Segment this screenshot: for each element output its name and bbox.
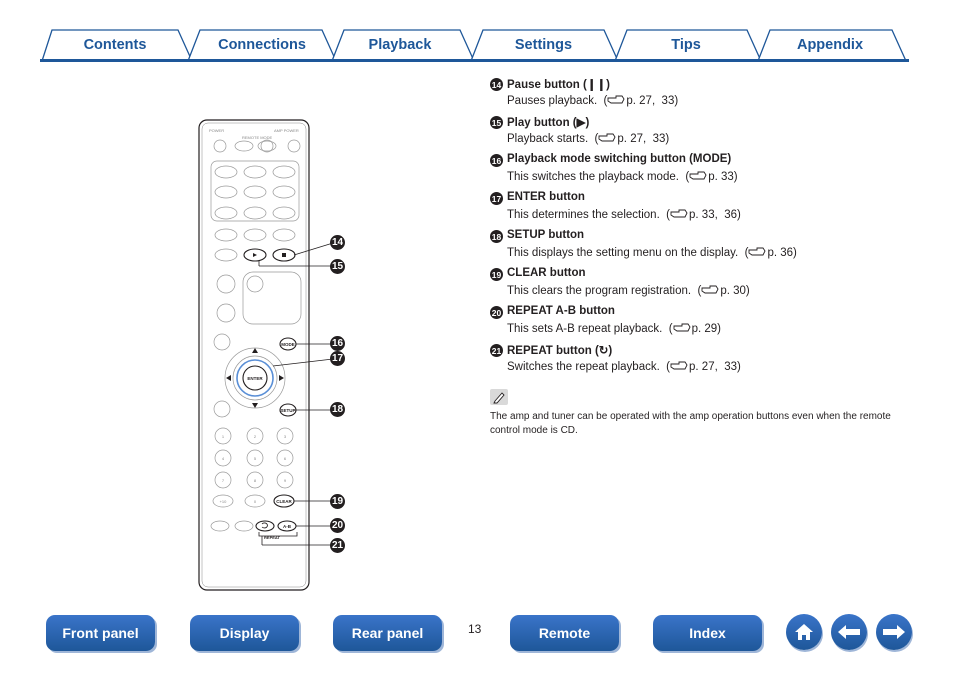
page-link[interactable]: p. 33 (689, 209, 715, 221)
tab-contents[interactable]: Contents (83, 36, 147, 53)
item-number: 19 (491, 269, 502, 280)
reference-hand-icon (689, 170, 707, 181)
page-link[interactable]: 33 (661, 95, 675, 107)
page-link[interactable]: p. 27 (626, 95, 652, 107)
key-7: 7 (221, 478, 225, 483)
ab-key-label: A-B (283, 524, 291, 529)
tab-connections[interactable]: Connections (218, 36, 306, 53)
item-title: Playback mode switching button (MODE) (507, 153, 732, 165)
item-number: 18 (491, 231, 502, 242)
page-link[interactable]: p. 30 (720, 285, 746, 297)
item-title: REPEAT A-B button (507, 305, 615, 317)
key-8: 8 (253, 478, 257, 483)
page-link[interactable]: p. 36 (767, 247, 794, 259)
item-description: This determines the selection. ( p. 33, 36) (507, 209, 741, 221)
key-4: 4 (221, 456, 225, 461)
tab-appendix[interactable]: Appendix (796, 36, 864, 53)
key-plus10: +10 (219, 499, 227, 504)
page-link[interactable]: 33 (724, 361, 737, 373)
pencil-note-icon (490, 389, 508, 405)
item-description: This switches the playback mode. ( p. 33) (507, 171, 738, 183)
tab-tips[interactable]: Tips (671, 36, 701, 53)
callout-16: 16 (331, 338, 344, 349)
item-pause (490, 76, 910, 114)
desc-text: Switches the repeat playback. (507, 361, 660, 373)
page-link[interactable]: 33 (652, 133, 666, 145)
reference-hand-icon (701, 284, 719, 295)
setup-key-label: SETUP (280, 408, 296, 413)
reference-hand-icon (748, 246, 766, 257)
desc-text: This determines the selection. (507, 209, 660, 221)
desc-text: This switches the playback mode. (507, 171, 679, 183)
rear-panel-button[interactable]: Rear panel (333, 615, 442, 651)
clear-key-label: CLEAR (276, 499, 292, 504)
reference-hand-icon (607, 94, 625, 105)
desc-text: This clears the program registration. (507, 285, 692, 297)
page-link[interactable]: p. 29 (691, 323, 718, 335)
key-3: 3 (283, 434, 287, 439)
arrow-left-icon (836, 622, 862, 642)
front-panel-button[interactable]: Front panel (46, 615, 155, 651)
item-number: 20 (491, 307, 502, 318)
back-button[interactable] (831, 614, 867, 650)
item-number: 17 (491, 193, 502, 204)
item-description: This displays the setting menu on the display. ( p. 36) (507, 247, 797, 259)
item-enter (490, 190, 910, 228)
item-title: Play button (▶) (507, 117, 590, 129)
page-link[interactable]: p. 27 (617, 133, 643, 145)
item-description: Playback starts. ( p. 27, 33) (507, 133, 670, 145)
item-play (490, 114, 910, 152)
item-mode (490, 152, 910, 190)
desc-text: Playback starts. (507, 133, 589, 145)
amp-power-label: AMP POWER (274, 128, 299, 133)
enter-key-label: ENTER (247, 376, 263, 381)
callout-14: 14 (331, 237, 344, 248)
button-descriptions (490, 76, 910, 380)
callout-21: 21 (331, 540, 344, 551)
item-repeat (490, 342, 910, 380)
key-2: 2 (253, 434, 257, 439)
key-1: 1 (221, 434, 225, 439)
remote-control-illustration (195, 118, 355, 598)
callout-17: 17 (331, 353, 344, 364)
item-repeat-ab (490, 304, 910, 342)
page-link[interactable]: p. 33 (708, 171, 734, 183)
callout-18: 18 (331, 404, 344, 415)
page-number: 13 (468, 622, 482, 636)
top-tab-bar (40, 28, 908, 62)
item-number: 15 (491, 117, 502, 128)
reference-hand-icon (670, 360, 688, 371)
item-number: 16 (491, 155, 502, 166)
remote-mode-label: REMOTE MODE (242, 135, 273, 140)
key-9: 9 (283, 478, 287, 483)
item-title: ENTER button (507, 191, 585, 203)
forward-button[interactable] (876, 614, 912, 650)
item-clear (490, 266, 910, 304)
callout-20: 20 (331, 520, 344, 531)
power-label: POWER (209, 128, 225, 133)
key-6: 6 (283, 456, 287, 461)
item-description: This clears the program registration. ( p. 30) (507, 285, 750, 297)
item-description: This sets A-B repeat playback. ( p. 29) (507, 323, 721, 335)
item-number: 21 (491, 345, 502, 356)
desc-text: This sets A-B repeat playback. (507, 323, 663, 335)
index-button[interactable]: Index (653, 615, 762, 651)
home-button[interactable] (786, 614, 822, 650)
item-number: 14 (491, 79, 502, 90)
desc-text: This displays the setting menu on the display. (507, 247, 739, 259)
item-title: CLEAR button (507, 267, 586, 279)
callout-19: 19 (331, 496, 344, 507)
desc-text: Pauses playback. (507, 95, 598, 107)
tab-settings[interactable]: Settings (514, 36, 573, 53)
item-description: Switches the repeat playback. ( p. 27, 33) (507, 361, 741, 373)
display-button[interactable]: Display (190, 615, 299, 651)
item-description: Pauses playback. ( p. 27, 33) (507, 95, 679, 107)
callout-15: 15 (331, 261, 344, 272)
arrow-right-icon (881, 622, 907, 642)
reference-hand-icon (670, 208, 688, 219)
page-link[interactable]: p. 27 (689, 361, 715, 373)
reference-hand-icon (673, 322, 691, 333)
page-link[interactable]: 36 (724, 209, 737, 221)
mode-key-label: MODE (281, 342, 295, 347)
key-5: 5 (253, 456, 257, 461)
item-setup (490, 228, 910, 266)
tab-playback[interactable]: Playback (368, 36, 432, 53)
reference-hand-icon (598, 132, 616, 143)
item-title: SETUP button (507, 229, 585, 241)
remote-button[interactable]: Remote (510, 615, 619, 651)
item-title: Pause button (❙❙) (507, 79, 610, 91)
note-text: The amp and tuner can be operated with the amp operation buttons even when the remote control mode is CD. (490, 411, 891, 436)
repeat-label: REPEAT (264, 535, 280, 540)
home-icon (792, 620, 816, 644)
key-0: 0 (253, 499, 257, 504)
tab-underline (40, 59, 909, 62)
item-title: REPEAT button (↻) (507, 345, 613, 357)
